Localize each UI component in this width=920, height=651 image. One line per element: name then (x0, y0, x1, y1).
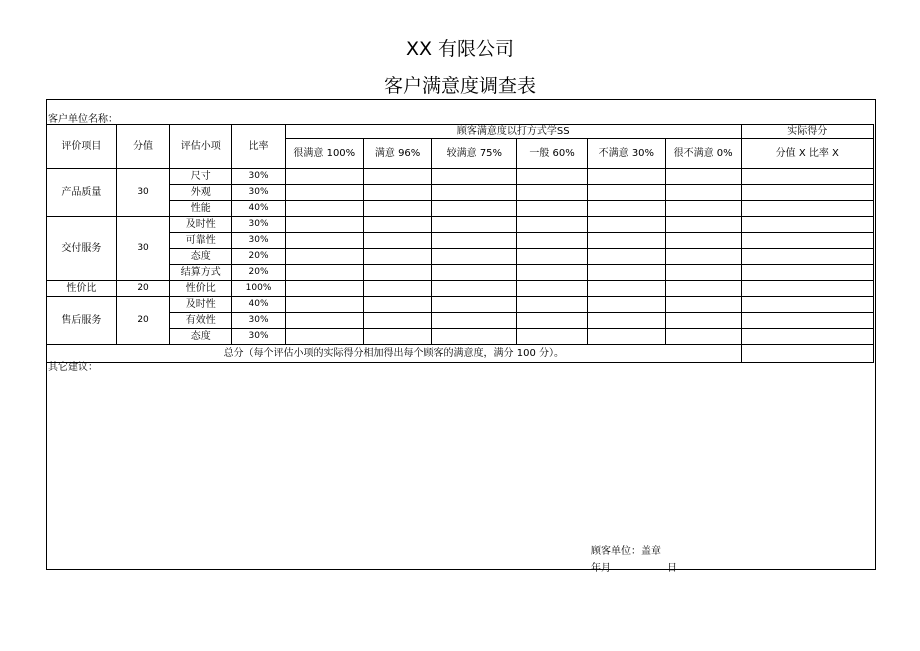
item-score: 20 (116, 297, 170, 345)
rating-cell[interactable] (363, 265, 432, 281)
rating-cell[interactable] (587, 233, 665, 249)
rating-cell[interactable] (285, 281, 363, 297)
rating-cell[interactable] (665, 281, 741, 297)
rating-cell[interactable] (587, 217, 665, 233)
rating-cell[interactable] (665, 265, 741, 281)
rating-cell[interactable] (432, 281, 517, 297)
actual-score-cell[interactable] (741, 233, 873, 249)
total-score-cell[interactable] (741, 345, 873, 363)
rating-cell[interactable] (517, 169, 588, 185)
rating-cell[interactable] (517, 185, 588, 201)
item-name: 性价比 (47, 281, 117, 297)
rating-cell[interactable] (517, 233, 588, 249)
item-score: 20 (116, 281, 170, 297)
rating-cell[interactable] (363, 281, 432, 297)
sub-item-name: 尺寸 (170, 169, 232, 185)
customer-name-label: 客户单位名称： (48, 114, 118, 125)
sub-item-ratio: 20% (232, 265, 286, 281)
rating-cell[interactable] (587, 329, 665, 345)
table-row (47, 265, 874, 281)
sub-item-name: 及时性 (170, 217, 232, 233)
table-row (47, 313, 874, 329)
rating-cell[interactable] (587, 169, 665, 185)
rating-cell[interactable] (363, 217, 432, 233)
rating-cell[interactable] (665, 233, 741, 249)
level-very-satisfied: 很满意 100% (285, 139, 363, 169)
rating-cell[interactable] (285, 313, 363, 329)
header-sub-item: 评估小项 (170, 125, 232, 169)
rating-cell[interactable] (665, 297, 741, 313)
form-title: 客户满意度调查表 (383, 75, 536, 97)
sub-item-ratio: 30% (232, 329, 286, 345)
rating-cell[interactable] (432, 201, 517, 217)
rating-cell[interactable] (665, 185, 741, 201)
item-name: 产品质量 (47, 169, 117, 217)
rating-cell[interactable] (432, 233, 517, 249)
sub-item-ratio: 20% (232, 249, 286, 265)
rating-cell[interactable] (285, 249, 363, 265)
sign-unit-label: 顾客单位：盖章 (591, 546, 661, 557)
level-very-dissatisfied: 很不满意 0% (665, 139, 741, 169)
rating-cell[interactable] (363, 201, 432, 217)
level-average: 一般 60% (517, 139, 588, 169)
sub-item-ratio: 30% (232, 217, 286, 233)
rating-cell[interactable] (432, 313, 517, 329)
item-name: 交付服务 (47, 217, 117, 281)
sub-item-ratio: 100% (232, 281, 286, 297)
header-actual-score: 实际得分 (741, 125, 873, 139)
table-row (47, 201, 874, 217)
sub-item-name: 可靠性 (170, 233, 232, 249)
actual-score-cell[interactable] (741, 201, 873, 217)
sub-item-name: 外观 (170, 185, 232, 201)
level-dissatisfied: 不满意 30% (587, 139, 665, 169)
sub-item-name: 态度 (170, 249, 232, 265)
table-row (47, 249, 874, 265)
rating-cell[interactable] (363, 185, 432, 201)
rating-cell[interactable] (517, 313, 588, 329)
sub-item-name: 性能 (170, 201, 232, 217)
rating-cell[interactable] (517, 281, 588, 297)
sub-item-ratio: 40% (232, 297, 286, 313)
sub-item-name: 态度 (170, 329, 232, 345)
actual-score-cell[interactable] (741, 265, 873, 281)
header-score: 分值 (116, 125, 170, 169)
actual-score-cell[interactable] (741, 297, 873, 313)
rating-cell[interactable] (665, 201, 741, 217)
table-row (47, 233, 874, 249)
sign-year-month: 年月 (591, 563, 611, 574)
rating-cell[interactable] (432, 249, 517, 265)
rating-cell[interactable] (665, 313, 741, 329)
rating-cell[interactable] (517, 297, 588, 313)
rating-cell[interactable] (363, 297, 432, 313)
rating-cell[interactable] (363, 313, 432, 329)
rating-cell[interactable] (285, 201, 363, 217)
rating-cell[interactable] (363, 169, 432, 185)
rating-cell[interactable] (517, 249, 588, 265)
header-item: 评价项目 (47, 125, 117, 169)
table-row (47, 297, 874, 313)
rating-cell[interactable] (363, 329, 432, 345)
sub-item-name: 及时性 (170, 297, 232, 313)
evaluation-table (46, 124, 874, 363)
rating-cell[interactable] (665, 329, 741, 345)
total-row (47, 345, 874, 363)
table-row (47, 217, 874, 233)
rating-cell[interactable] (587, 249, 665, 265)
level-fairly-satisfied: 较满意 75% (432, 139, 517, 169)
rating-cell[interactable] (665, 217, 741, 233)
rating-cell[interactable] (665, 249, 741, 265)
rating-cell[interactable] (587, 185, 665, 201)
rating-cell[interactable] (285, 169, 363, 185)
suggestions-label: 其它建议： (48, 362, 98, 373)
company-name: XX 有限公司 (405, 38, 515, 60)
rating-cell[interactable] (432, 297, 517, 313)
table-row (47, 185, 874, 201)
rating-cell[interactable] (285, 265, 363, 281)
rating-cell[interactable] (587, 297, 665, 313)
actual-formula: 分值 X 比率 X (741, 139, 873, 169)
rating-cell[interactable] (517, 329, 588, 345)
rating-cell[interactable] (587, 201, 665, 217)
actual-score-cell[interactable] (741, 329, 873, 345)
rating-cell[interactable] (432, 169, 517, 185)
rating-cell[interactable] (432, 329, 517, 345)
sub-item-ratio: 30% (232, 233, 286, 249)
header-satisfaction: 顾客满意度以打方式学SS (285, 125, 741, 139)
rating-cell[interactable] (432, 185, 517, 201)
table-row (47, 329, 874, 345)
sub-item-name: 有效性 (170, 313, 232, 329)
actual-score-cell[interactable] (741, 281, 873, 297)
rating-cell[interactable] (432, 265, 517, 281)
rating-cell[interactable] (285, 185, 363, 201)
rating-cell[interactable] (517, 265, 588, 281)
header-ratio: 比率 (232, 125, 286, 169)
item-score: 30 (116, 169, 170, 217)
table-row (47, 169, 874, 185)
sign-day: 日 (667, 563, 677, 574)
rating-cell[interactable] (432, 217, 517, 233)
item-name: 售后服务 (47, 297, 117, 345)
sub-item-ratio: 30% (232, 169, 286, 185)
sign-date (591, 559, 677, 574)
sub-item-name: 性价比 (170, 281, 232, 297)
item-score: 30 (116, 217, 170, 281)
table-row (47, 281, 874, 297)
rating-cell[interactable] (517, 217, 588, 233)
rating-cell[interactable] (587, 313, 665, 329)
rating-cell[interactable] (587, 265, 665, 281)
actual-score-cell[interactable] (741, 169, 873, 185)
survey-form (46, 99, 876, 574)
total-note: 总分（每个评估小项的实际得分相加得出每个顾客的满意度，满分 100 分）。 (47, 345, 742, 363)
actual-score-cell[interactable] (741, 313, 873, 329)
rating-cell[interactable] (285, 329, 363, 345)
rating-cell[interactable] (285, 217, 363, 233)
level-satisfied: 满意 96% (363, 139, 432, 169)
actual-score-cell[interactable] (741, 217, 873, 233)
sub-item-name: 结算方式 (170, 265, 232, 281)
actual-score-cell[interactable] (741, 185, 873, 201)
rating-cell[interactable] (517, 201, 588, 217)
actual-score-cell[interactable] (741, 249, 873, 265)
sub-item-ratio: 30% (232, 313, 286, 329)
rating-cell[interactable] (285, 233, 363, 249)
rating-cell[interactable] (363, 233, 432, 249)
rating-cell[interactable] (363, 249, 432, 265)
rating-cell[interactable] (665, 169, 741, 185)
sub-item-ratio: 40% (232, 201, 286, 217)
sub-item-ratio: 30% (232, 185, 286, 201)
rating-cell[interactable] (285, 297, 363, 313)
rating-cell[interactable] (587, 281, 665, 297)
